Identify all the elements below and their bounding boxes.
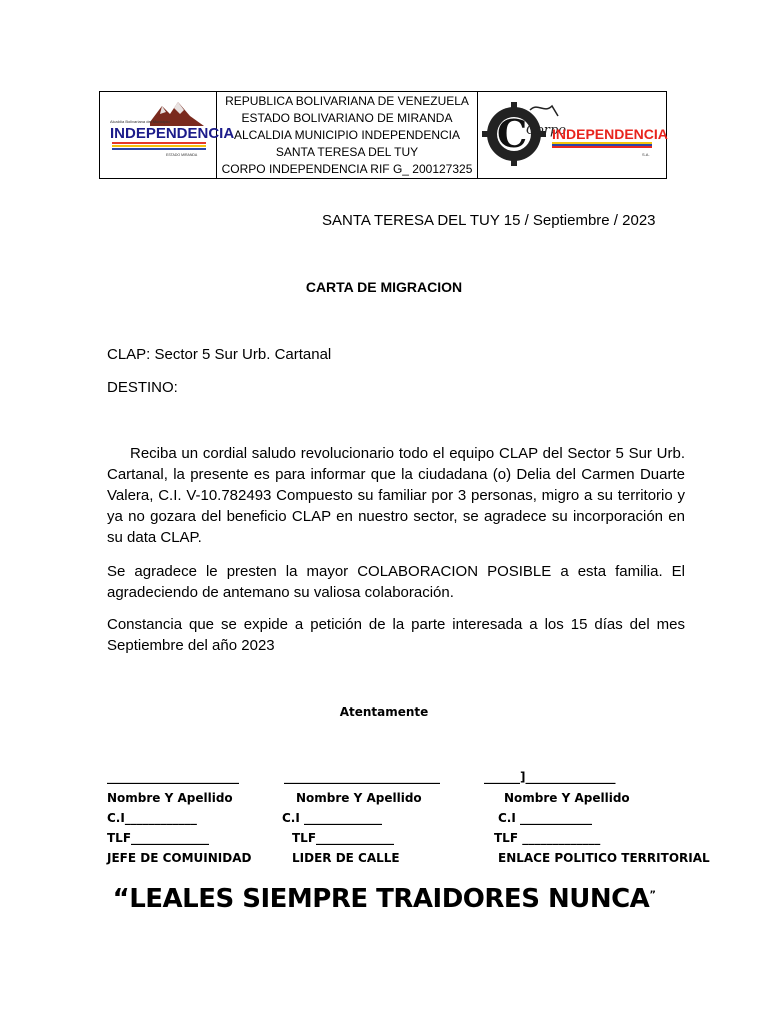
document-title: CARTA DE MIGRACION [305, 279, 463, 295]
body-paragraph-1: Reciba un cordial saludo revolucionario todo el equipo CLAP del Sector 5 Sur Urb. Cartanal, la presente es para informar que la ciudadana (o) Delia del Carmen Duarte Valera, C.I. V-10.782493 Compuesto su familiar por 3 personas, migro a su territorio y ya no gozara del beneficio CLAP en nuestro sector, se agradece su incorporación en su data CLAP. [107, 445, 685, 546]
signature-tlf-field: TLF_____________ [292, 831, 395, 845]
right-logo-cell [478, 92, 666, 178]
clap-line: CLAP: Sector 5 Sur Urb. Cartanal [107, 346, 332, 363]
letterhead-line-3: ALCALDIA MUNICIPIO INDEPENDENCIA [233, 127, 461, 142]
signature-ci-field: C.I____________ [107, 811, 197, 825]
body-paragraph-3: Constancia que se expide a petición de la parte interesada a los 15 días del mes Septiembre del año 2023 [107, 616, 685, 654]
date-line: SANTA TERESA DEL TUY 15 / Septiembre / 2023 [322, 212, 656, 229]
signature-role: ENLACE POLITICO TERRITORIAL [498, 851, 710, 865]
motto: “LEALES SIEMPRE TRAIDORES NUNCA” [112, 884, 656, 914]
signature-line: __________________________ [284, 770, 440, 784]
signature-tlf-field: TLF_____________ [107, 831, 210, 845]
signature-name-label: Nombre Y Apellido [107, 791, 233, 805]
corpo-independencia-logo [478, 92, 666, 178]
letterhead-text [217, 92, 478, 178]
letterhead-line-2: ESTADO BOLIVARIANO DE MIRANDA [241, 110, 453, 125]
right-logo-wordmark: INDEPENDENCIA [552, 126, 668, 142]
signature-role: JEFE DE COMUINIDAD [107, 851, 252, 865]
signature-name-label: Nombre Y Apellido [296, 791, 422, 805]
signature-ci-field: C.I _____________ [282, 811, 383, 825]
destino-line: DESTINO: [107, 379, 178, 396]
letterhead-line-4: SANTA TERESA DEL TUY [275, 144, 419, 159]
left-logo-cell [100, 92, 235, 178]
body-paragraph-2: Se agradece le presten la mayor COLABORACION POSIBLE a esta familia. El agradeciendo de antemano su valiosa colaboración. [107, 563, 685, 601]
svg-text:S.A.: S.A. [642, 152, 650, 157]
signature-ci-field: C.I ____________ [498, 811, 593, 825]
independencia-logo [100, 92, 235, 178]
svg-text:C: C [497, 111, 528, 156]
letterhead-line-5: CORPO INDEPENDENCIA RIF G_ 200127325 [221, 161, 473, 176]
svg-text:Corpo: Corpo [526, 123, 567, 138]
svg-text:ESTADO MIRANDA: ESTADO MIRANDA [166, 153, 198, 157]
signature-line: ______]_______________ [484, 770, 616, 784]
signature-name-label: Nombre Y Apellido [504, 791, 630, 805]
left-logo-wordmark: INDEPENDENCIA [110, 125, 235, 142]
letterhead-line-1: REPUBLICA BOLIVARIANA DE VENEZUELA [225, 93, 469, 108]
closing-salutation: Atentamente [339, 705, 429, 719]
signature-role: LIDER DE CALLE [292, 851, 400, 865]
signature-tlf-field: TLF _____________ [494, 831, 601, 845]
signature-line: ______________________ [107, 770, 239, 784]
letterhead-table [99, 91, 667, 179]
svg-text:Alcaldía Bolivariana del Munic: Alcaldía Bolivariana del Municipio [110, 119, 170, 124]
